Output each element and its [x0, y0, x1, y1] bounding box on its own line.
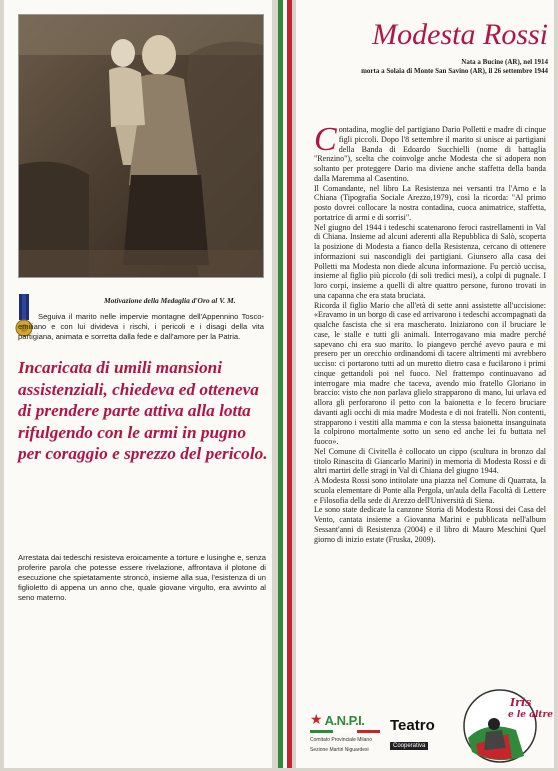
- iris-title-2: e le altre: [508, 710, 554, 720]
- teatro-label: Teatro: [390, 717, 435, 734]
- subtitle: [304, 58, 548, 76]
- bio-paragraph: Le sono state dedicate la canzone Storia di Modesta Rossi dei Casa del Vento, cantata insieme a Giovanna Marini e pubblicata nell'album Sessant'anni di Resistenza (2004) e il libro di Mauro Meschini Quel giorno di inizio estate (Fruska, 2009).: [314, 505, 546, 544]
- left-panel: [4, 0, 272, 768]
- highlight-quote: Incaricata di umili mansioni assistenziali, chiedeva ed otteneva di prendere parte attiva alla lotta rifulgendo con le armi in pugno per coraggio e sprezzo del pericolo.: [18, 358, 268, 463]
- anpi-line-2: Sezione Martiri Niguardesi: [310, 747, 369, 753]
- drop-cap: C: [314, 121, 337, 158]
- teatro-sub: Cooperativa: [390, 742, 428, 750]
- photo-caption: Motivazione della Medaglia d'Oro al V. M.: [104, 296, 236, 305]
- tricolor-bar: [310, 730, 380, 733]
- bio-paragraph: Il Comandante, nel libro La Resistenza nei versanti tra l'Arno e la Chiana (Tipografia Sociale Arezzo,1979), così la ricorda: "Al primo posto dovrei collocare la nostra contadina, cuoca animatrice, staffetta, portatrice di armi e di sorrisi".: [314, 183, 546, 222]
- anpi-label: A.N.P.I.: [324, 712, 365, 728]
- death-line: morta a Solaia di Monte San Savino (AR), il 26 settembre 1944: [361, 67, 548, 75]
- iris-title-1: Iris: [510, 696, 532, 709]
- iris-logo: [456, 686, 554, 766]
- bio-paragraph: A Modesta Rossi sono intitolate una piazza nel Comune di Quarrata, la scuola elementare di Ponte alla Pergola, un'aula della Facoltà di Lettere e Filosofia della sede di Arezzo dell'Università di Siena.: [314, 476, 546, 505]
- bio-paragraph: Nel Comune di Civitella è collocato un cippo (scultura in bronzo dal titolo Rinascita di Giancarlo Marini) in memoria di Modesta Rossi e di altri martiri delle stragi in Val di Chiana del giugno 1944.: [314, 446, 546, 476]
- teatro-logo: [390, 718, 454, 752]
- star-icon: ★: [310, 712, 323, 728]
- medal-motivation-text: Seguiva il marito nelle impervie montagne dell'Appennino Tosco-emiliano e con lui divideva i rischi, i pericoli e i disagi della vita partigiana, animata e sorretta dalla fede e dall'amore per la Patria.: [18, 312, 264, 341]
- bio-text-1: ontadina, moglie del partigiano Dario Polletti e madre di cinque figli piccoli. Dopo l'8 settembre il marito si unisce ai partigiani della Banda di Edoardo Succhielli (nome di battaglia "Renzino"), scelta che coinvolge anche Modesta che si adopera non soltanto per proteggere Dario ma diviene anche staffetta della banda dalla Maremma al Casentino.: [314, 125, 546, 183]
- page-title: Modesta Rossi: [372, 18, 548, 51]
- bio-paragraph: Nel giugno del 1944 i tedeschi scatenarono feroci rastrellamenti in Val di Chiana. Insieme ad alcuni aderenti alla Repubblica di Salò, scoperta la posizione di Modesta a fianco della Resistenza, cercano di ottenere informazioni sui nascondigli dei partigiani. Giunsero alla casa dei Polletti ma Modesta non diede alcuna informazione. Fu perciò uccisa, insieme al figlio più piccolo (di soli tredici mesi), a colpi di pugnale. I loro corpi, insieme a quelli di altre quattro persone, furono trovati in una capanna che era stata bruciata.: [314, 222, 546, 300]
- photo-image: [19, 15, 263, 277]
- biography: [314, 121, 546, 544]
- anpi-line-1: Comitato Provinciale Milano: [310, 737, 372, 743]
- birth-line: Nata a Bucine (AR), nel 1914: [461, 58, 548, 66]
- right-panel: [296, 0, 554, 768]
- bio-paragraph: [314, 121, 546, 184]
- bio-paragraph: Ricorda il figlio Mario che all'età di sette anni assistette all'uccisione: «Eravamo in un borgo di case ed arrivarono i tedeschi accompagnati da qualche fascista che si era mascherato. Iniziarono con il bruciare le case, le stalle e tutti gli animali. Interrogavano mia madre perché sapevano chi era suo marito. Io piangevo perché avevo paura e mi presero per un orecchio ordinandomi di tacere altrimenti mi avrebbero ucciso: ci portarono tutti ad un muretto dietro casa e fucilarono i primi cinque gettandoli poi nel fuoco. Nel frattempo continuavano ad interrogare mia madre che taceva, avendo mio fratello Gloriano in braccio: visto che non parlava glielo strapparono di mano, lui urlava ed allora gli perforarono il petto con la baionetta e lo fecero bruciare davanti agli occhi di mia madre Modesta e di noi fratelli. Non contenti, strapparono i vestiti alla mamma e con la stessa baionetta insanguinata la colpirono mortalmente sotto un seno ed anche lei fu buttata nel fuoco».: [314, 300, 546, 446]
- portrait-photo: [18, 14, 264, 278]
- arrest-text: Arrestata dai tedeschi resisteva eroicamente a torture e lusinghe e, senza proferire parola che potesse essere rivelazione, affrontava il plotone di esecuzione che spietatamente stroncò, insieme alla sua, l'esistenza di un figlioletto di appena un anno che, quale giovane virgulto, era avvinto al seno materno.: [18, 553, 266, 602]
- anpi-logo: [310, 712, 380, 762]
- flag-stripe-red: [287, 0, 292, 768]
